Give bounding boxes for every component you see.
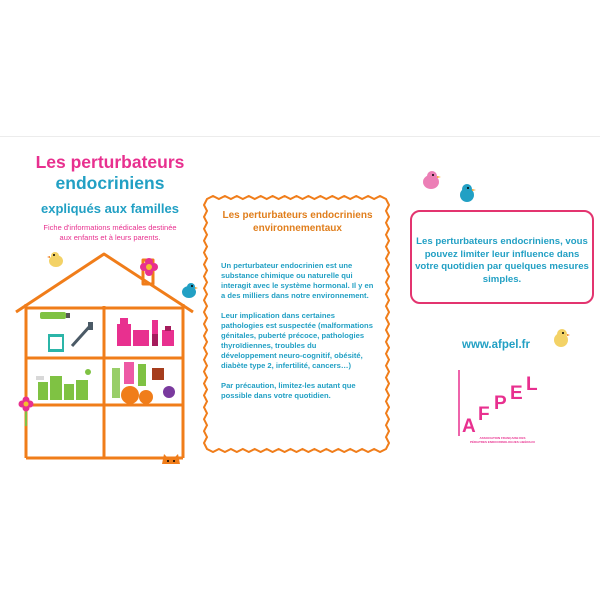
bird-icon [180, 281, 198, 301]
logo-caption [455, 436, 550, 444]
afpel-logo [450, 360, 550, 445]
top-divider [0, 136, 600, 137]
bird-icon [421, 170, 441, 192]
logo-letter-l: L [526, 374, 538, 395]
title-line-1: Les perturbateurs [35, 152, 185, 172]
bird-icon [458, 183, 476, 205]
house-illustration [12, 250, 197, 462]
logo-caption-line-2: PÉDIATRES ENDOCRINOLOGUES LIBÉRAUX [470, 440, 535, 444]
page-title [14, 152, 206, 194]
info-title [215, 210, 380, 235]
info-paragraph-1: Un perturbateur endocrinien est une substance chimique ou naturelle qui interagit avec le système hormonal. Il y en a des milliers dans notre environnement. [221, 261, 374, 300]
logo-letter-p: P [494, 393, 507, 414]
description [14, 223, 206, 243]
tip-text: Les perturbateurs endocriniens, vous pouvez limiter leur influence dans votre quotidien par quelques mesures simples. [415, 236, 589, 285]
info-paragraph-2: Leur implication dans certaines pathologies est suspectée (malformations génitales, puberté précoce, pathologies thyroïdiennes, troubles du développement neuro-cognitif, obésité, diabète type 2, infertilité, cancers…) [221, 311, 373, 370]
logo-letter-e: E [510, 383, 523, 404]
bird-icon [47, 250, 65, 270]
info-paragraph-3: Par précaution, limitez-les autant que possible dans votre quotidien. [221, 381, 356, 400]
bird-icon [552, 327, 570, 351]
info-content [215, 210, 380, 401]
logo-letter-a: A [462, 416, 476, 437]
cat-icon [160, 452, 182, 464]
title-line-2: endocriniens [55, 173, 165, 193]
page-subtitle: expliqués aux familles [40, 201, 179, 216]
info-title-line-2: environnementaux [253, 222, 342, 234]
description-line-2: aux enfants et à leurs parents. [59, 233, 161, 242]
website-link[interactable]: www.afpel.fr [462, 339, 530, 351]
flower-icon [139, 257, 159, 277]
logo-letter-f: F [478, 404, 490, 425]
logo-caption-line-1: ASSOCIATION FRANÇAISE DES [479, 436, 526, 440]
description-line-1: Fiche d'informations médicales destinée [43, 223, 177, 232]
flower-icon [18, 396, 34, 426]
info-title-line-1: Les perturbateurs endocriniens [222, 210, 373, 221]
